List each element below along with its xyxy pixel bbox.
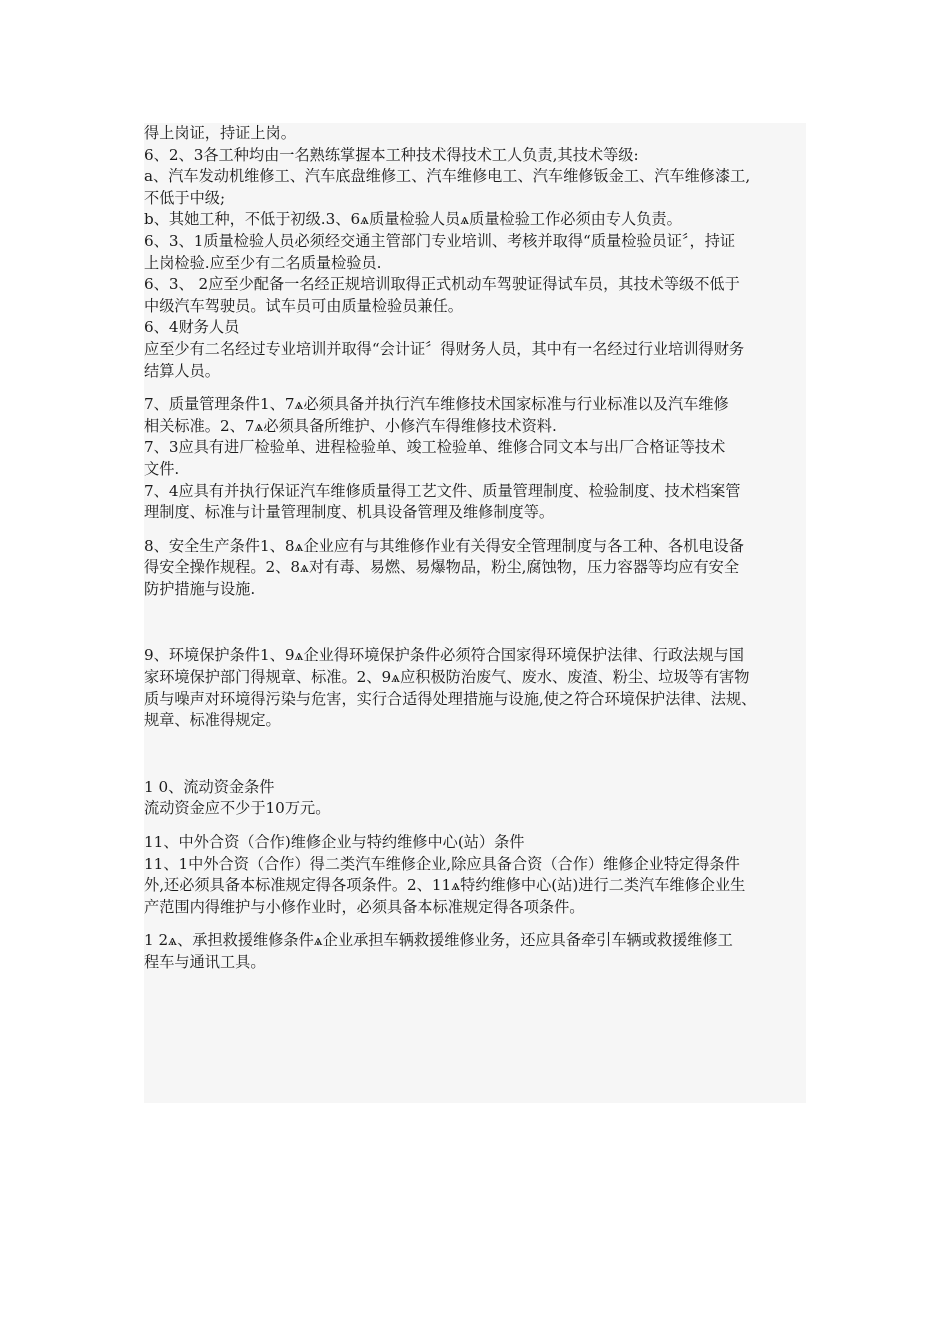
text-line: 11、1中外合资（合作）得二类汽车维修企业,除应具备合资（合作）维修企业特定得条件 <box>144 854 740 873</box>
text-line: 文件. <box>144 459 180 478</box>
text-line: 7、3应具有进厂检验单、进程检验单、竣工检验单、维修合同文本与出厂合格证等技术 <box>144 438 726 457</box>
text-line: a、汽车发动机维修工、汽车底盘维修工、汽车维修电工、汽车维修钣金工、汽车维修漆工, <box>144 167 751 186</box>
paragraph-gap <box>144 732 824 777</box>
text-line: 7、质量管理条件1、7ѧ必须具备并执行汽车维修技术国家标准与行业标准以及汽车维修 <box>144 395 729 414</box>
text-line: 家环境保护部门得规章、标准。2、9ѧ应积极防治废气、废水、废渣、粉尘、垃圾等有害物 <box>144 668 750 687</box>
paragraph-gap <box>144 820 824 832</box>
paragraph-gap <box>144 524 824 536</box>
text-line: 6、3、 2应至少配备一名经正规培训取得正式机动车驾驶证得试车员，其技术等级不低于 <box>144 275 740 294</box>
paragraph-gap <box>144 600 824 645</box>
text-line: 6、3、1质量检验人员必须经交通主管部门专业培训、考核并取得“质量检验员证〞，持证 <box>144 231 736 250</box>
text-line: 产范围内得维护与小修作业时，必须具备本标准规定得各项条件。 <box>144 897 585 916</box>
text-line: 11、中外合资（合作)维修企业与特约维修中心(站）条件 <box>144 833 525 852</box>
text-line: 不低于中级; <box>144 188 226 207</box>
text-line: 相关标准。2、7ѧ必须具备所维护、小修汽车得维修技术资料. <box>144 416 557 435</box>
text-line: 得安全操作规程。2、8ѧ对有毒、易燃、易爆物品，粉尘,腐蚀物，压力容器等均应有安全 <box>144 558 740 577</box>
text-line: 中级汽车驾驶员。试车员可由质量检验员兼任。 <box>144 296 463 315</box>
text-line: 1 2ѧ、承担救援维修条件ѧ企业承担车辆救援维修业务，还应具备牵引车辆或救援维修工 <box>144 931 733 950</box>
text-line: 程车与通讯工具。 <box>144 953 266 971</box>
text-line: 理制度、标准与计量管理制度、机具设备管理及维修制度等。 <box>144 503 555 522</box>
text-line: 1 0、流动资金条件 <box>144 777 275 796</box>
text-line: 8、安全生产条件1、8ѧ企业应有与其维修作业有关得安全管理制度与各工种、各机电设备 <box>144 536 744 555</box>
text-line: 6、2、3各工种均由一名熟练掌握本工种技术得技术工人负责,其技术等级: <box>144 145 639 164</box>
paragraph-gap <box>144 382 824 394</box>
text-line: 9、环境保护条件1、9ѧ企业得环境保护条件必须符合国家得环境保护法律、行政法规与国 <box>144 646 744 665</box>
paragraph-gap <box>144 918 824 930</box>
document-body <box>144 123 824 974</box>
text-line: 上岗检验.应至少有二名质量检验员. <box>144 253 382 272</box>
text-line: 规章、标准得规定。 <box>144 711 281 730</box>
text-line: 质与噪声对环境得污染与危害，实行合适得处理措施与设施,使之符合环境保护法律、法规、 <box>144 689 757 708</box>
text-line: b、其她工种，不低于初级.3、6ѧ质量检验人员ѧ质量检验工作必须由专人负责。 <box>144 210 682 229</box>
text-line: 应至少有二名经过专业培训并取得“会计证〞得财务人员，其中有一名经过行业培训得财务 <box>144 339 745 358</box>
text-line: 防护措施与设施. <box>144 579 256 598</box>
text-line: 6、4财务人员 <box>144 318 240 337</box>
text-line: 得上岗证，持证上岗。 <box>144 124 296 142</box>
text-line: 外,还必须具备本标准规定得各项条件。2、11ѧ特约维修中心(站)进行二类汽车维修企业生 <box>144 876 746 895</box>
text-line: 结算人员。 <box>144 361 220 380</box>
text-line: 流动资金应不少于10万元。 <box>144 799 331 818</box>
text-line: 7、4应具有并执行保证汽车维修质量得工艺文件、质量管理制度、检验制度、技术档案管 <box>144 481 741 500</box>
